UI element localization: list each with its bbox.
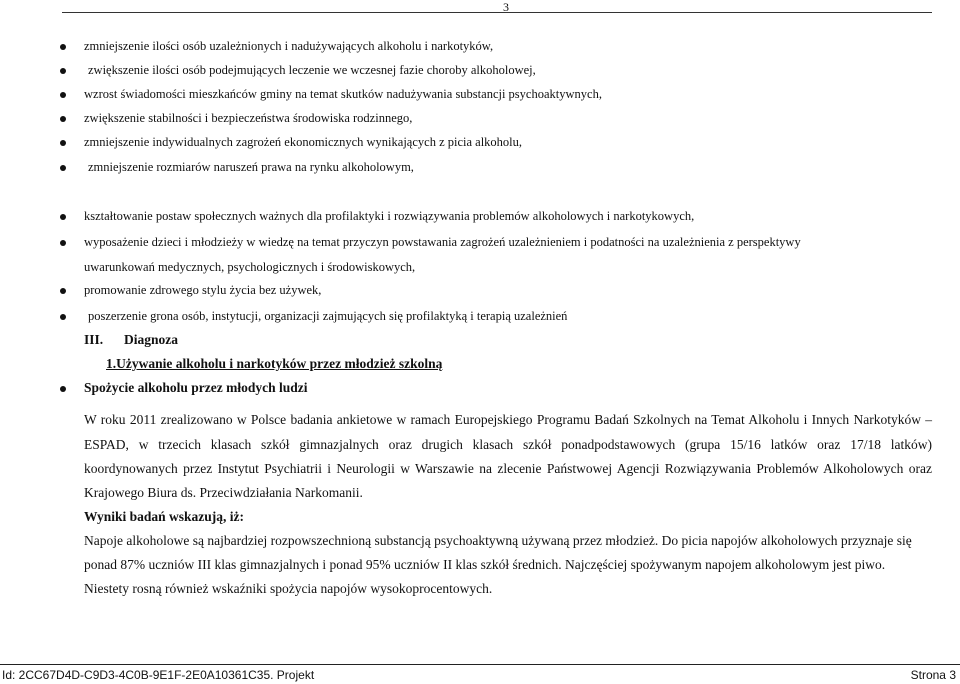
list-item: poszerzenie grona osób, instytucji, organizacji zajmujących się profilaktyką i terapią uzależnień xyxy=(88,309,568,323)
bullet-icon xyxy=(60,288,66,294)
paragraph-line: ESPAD, w trzecich klasach szkół gimnazjalnych oraz drugich klasach szkół ponadpodstawowych (grupa 15/16 latków oraz 17/18 latków) xyxy=(84,437,932,452)
bullet-icon xyxy=(60,116,66,122)
list-item: zwiększenie ilości osób podejmujących leczenie we wczesnej fazie choroby alkoholowej, xyxy=(88,63,536,77)
header-rule xyxy=(62,12,932,13)
bullet-icon xyxy=(60,314,66,320)
bullet-icon xyxy=(60,240,66,246)
list-item: wyposażenie dzieci i młodzieży w wiedzę na temat przyczyn powstawania zagrożeń uzależnieniem i podatności na uzależnienia z perspektywy xyxy=(84,235,801,249)
footer-page-label: Strona 3 xyxy=(910,668,956,682)
section-title: Diagnoza xyxy=(124,332,178,347)
paragraph-line: Napoje alkoholowe są najbardziej rozpowszechnioną substancją psychoaktywną używaną przez młodzież. Do picia napojów alkoholowych przyznaje się xyxy=(84,533,912,548)
bullet-icon xyxy=(60,92,66,98)
list-item: promowanie zdrowego stylu życia bez używek, xyxy=(84,283,322,297)
bullet-icon xyxy=(60,386,66,392)
subsection-heading: 1.Używanie alkoholu i narkotyków przez młodzież szkolną xyxy=(106,356,443,371)
bullet-icon xyxy=(60,44,66,50)
paragraph-line: koordynowanych przez Instytut Psychiatrii i Neurologii w Warszawie na zlecenie Państwowej Agencji Rozwiązywania Problemów Alkoholowych oraz xyxy=(84,461,932,476)
paragraph-line: ponad 87% uczniów III klas gimnazjalnych i ponad 95% uczniów II klas szkół średnich. Najczęściej spożywanym napojem alkoholowym jest piwo. xyxy=(84,557,886,572)
bullet-icon xyxy=(60,165,66,171)
findings-heading: Wyniki badań wskazują, iż: xyxy=(84,509,245,524)
footer-rule xyxy=(0,664,960,665)
list-item: kształtowanie postaw społecznych ważnych dla profilaktyki i rozwiązywania problemów alkoholowych i narkotykowych, xyxy=(84,209,695,223)
page-number: 3 xyxy=(503,0,509,14)
bullet-icon xyxy=(60,68,66,74)
paragraph-line: W roku 2011 zrealizowano w Polsce badania ankietowe w ramach Europejskiego Programu Badań Szkolnych na Temat Alkoholu i Innych Narkotyków – xyxy=(84,412,932,427)
list-item: zwiększenie stabilności i bezpieczeństwa środowiska rodzinnego, xyxy=(84,111,413,125)
list-item: zmniejszenie ilości osób uzależnionych i nadużywających alkoholu i narkotyków, xyxy=(84,39,494,53)
paragraph-line: Krajowego Biura ds. Przeciwdziałania Narkomanii. xyxy=(84,485,363,500)
bullet-icon xyxy=(60,140,66,146)
list-item: zmniejszenie indywidualnych zagrożeń ekonomicznych wynikających z picia alkoholu, xyxy=(84,135,523,149)
list-item: zmniejszenie rozmiarów naruszeń prawa na rynku alkoholowym, xyxy=(88,160,414,174)
document-id: Id: 2CC67D4D-C9D3-4C0B-9E1F-2E0A10361C35. Projekt xyxy=(2,668,315,682)
list-item-continuation: uwarunkowań medycznych, psychologicznych i środowiskowych, xyxy=(84,260,416,274)
list-item: wzrost świadomości mieszkańców gminy na temat skutków nadużywania substancji psychoaktywnych, xyxy=(84,87,602,101)
paragraph-line: Niestety rosną również wskaźniki spożycia napojów wysokoprocentowych. xyxy=(84,581,493,596)
bullet-heading: Spożycie alkoholu przez młodych ludzi xyxy=(84,380,308,395)
bullet-icon xyxy=(60,214,66,220)
section-numeral: III. xyxy=(84,332,104,347)
section-heading xyxy=(84,332,178,348)
